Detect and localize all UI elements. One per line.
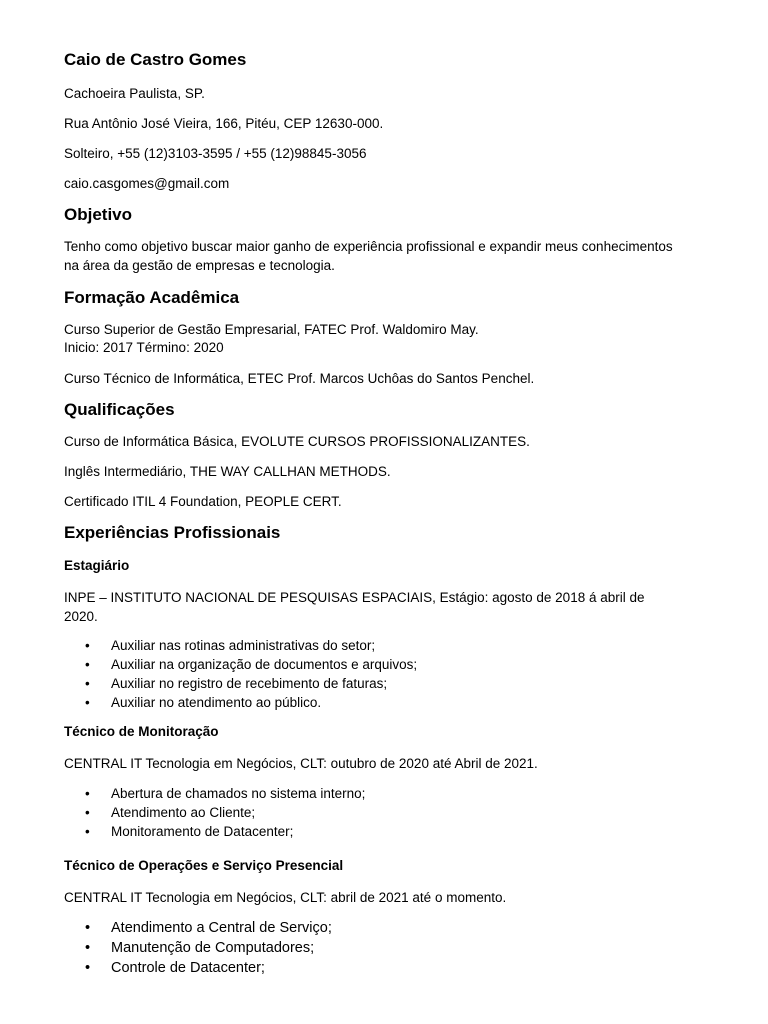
- address-line: Rua Antônio José Vieira, 166, Pitéu, CEP 12630-000.: [64, 116, 384, 131]
- bullet-icon: •: [85, 695, 90, 710]
- qualification-item: Certificado ITIL 4 Foundation, PEOPLE CERT.: [64, 494, 342, 509]
- list-item: [64, 822, 365, 841]
- job-role: Estagiário: [64, 558, 130, 573]
- task-text: Monitoramento de Datacenter;: [111, 824, 294, 839]
- bullet-icon: •: [85, 786, 90, 801]
- bullet-icon: •: [85, 657, 90, 672]
- objective-text: Tenho como objetivo buscar maior ganho de experiência profissional e expandir meus conhecimentos na área da gestão de empresas e tecnologia.: [64, 239, 673, 273]
- task-text: Atendimento a Central de Serviço;: [111, 920, 332, 936]
- qualification-item: Inglês Intermediário, THE WAY CALLHAN METHODS.: [64, 464, 391, 479]
- qualification-item: Curso de Informática Básica, EVOLUTE CURSOS PROFISSIONALIZANTES.: [64, 434, 530, 449]
- qualifications-heading: Qualificações: [64, 400, 175, 419]
- bullet-icon: •: [85, 676, 90, 691]
- task-text: Manutenção de Computadores;: [111, 940, 315, 956]
- email-line: caio.casgomes@gmail.com: [64, 176, 230, 191]
- city-line: Cachoeira Paulista, SP.: [64, 86, 205, 101]
- job-role: Técnico de Monitoração: [64, 724, 219, 739]
- task-text: Auxiliar no registro de recebimento de faturas;: [111, 676, 388, 691]
- task-text: Auxiliar no atendimento ao público.: [111, 695, 322, 710]
- objective-heading: Objetivo: [64, 205, 133, 224]
- bullet-icon: •: [85, 960, 91, 976]
- education-item-2: Curso Técnico de Informática, ETEC Prof. Marcos Uchôas do Santos Penchel.: [64, 371, 535, 386]
- task-text: Auxiliar na organização de documentos e arquivos;: [111, 657, 418, 672]
- list-item: [64, 958, 332, 978]
- education-item-1: Curso Superior de Gestão Empresarial, FATEC Prof. Waldomiro May.: [64, 322, 479, 337]
- bullet-icon: •: [85, 638, 90, 653]
- job-company: INPE – INSTITUTO NACIONAL DE PESQUISAS ESPACIAIS, Estágio: agosto de 2018 á abril de 2020.: [64, 590, 645, 624]
- candidate-name: Caio de Castro Gomes: [64, 50, 247, 69]
- job-task-list: [64, 636, 417, 712]
- experience-heading: Experiências Profissionais: [64, 523, 281, 542]
- contact-line: Solteiro, +55 (12)3103-3595 / +55 (12)98845-3056: [64, 146, 367, 161]
- job-task-list: [64, 784, 365, 841]
- task-text: Auxiliar nas rotinas administrativas do setor;: [111, 638, 376, 653]
- task-text: Abertura de chamados no sistema interno;: [111, 786, 366, 801]
- list-item: [64, 784, 365, 803]
- task-text: Controle de Datacenter;: [111, 960, 265, 976]
- job-company: CENTRAL IT Tecnologia em Negócios, CLT: outubro de 2020 até Abril de 2021.: [64, 756, 538, 771]
- list-item: [64, 918, 332, 938]
- list-item: [64, 693, 417, 712]
- task-text: Atendimento ao Cliente;: [111, 805, 256, 820]
- job-role: Técnico de Operações e Serviço Presencial: [64, 858, 344, 873]
- list-item: [64, 803, 365, 822]
- list-item: [64, 655, 417, 674]
- bullet-icon: •: [85, 805, 90, 820]
- education-heading: Formação Acadêmica: [64, 288, 240, 307]
- bullet-icon: •: [85, 920, 91, 936]
- list-item: [64, 636, 417, 655]
- list-item: [64, 938, 332, 958]
- education-item-1-dates: Inicio: 2017 Término: 2020: [64, 340, 224, 355]
- bullet-icon: •: [85, 824, 90, 839]
- list-item: [64, 674, 417, 693]
- job-task-list: [64, 918, 332, 978]
- bullet-icon: •: [85, 940, 91, 956]
- job-company: CENTRAL IT Tecnologia em Negócios, CLT: abril de 2021 até o momento.: [64, 890, 507, 905]
